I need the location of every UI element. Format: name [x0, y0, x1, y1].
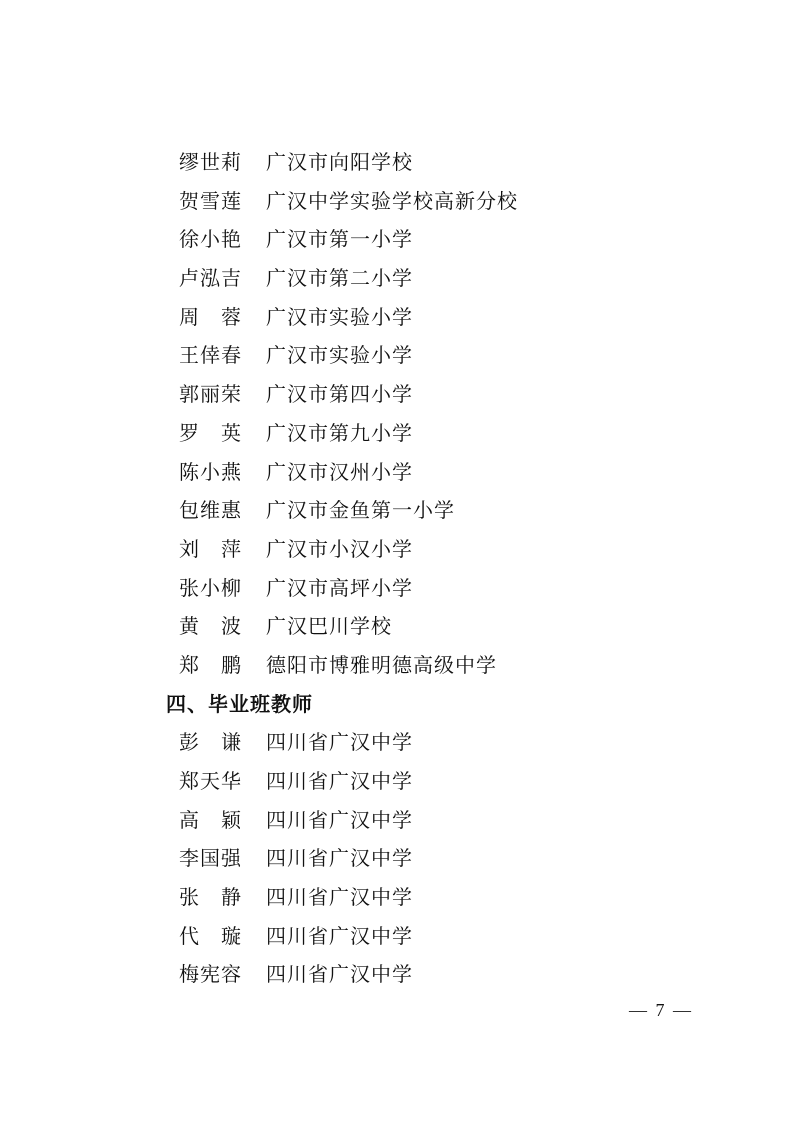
teacher-name: 李国强	[179, 846, 242, 871]
teacher-name: 缪世莉	[179, 150, 242, 174]
teacher-name: 郭丽荣	[179, 382, 242, 407]
teacher-name: 张小柳	[179, 575, 242, 600]
school-name: 广汉市第九小学	[266, 420, 413, 445]
teacher-list	[0, 143, 793, 994]
list-item	[0, 375, 793, 414]
list-item	[0, 569, 793, 608]
school-name: 广汉市实验小学	[266, 343, 413, 368]
list-item	[0, 530, 793, 569]
list-item	[0, 723, 793, 762]
school-name: 广汉市第四小学	[266, 382, 413, 407]
school-name: 德阳市博雅明德高级中学	[266, 652, 497, 677]
teacher-name: 梅宪容	[179, 962, 242, 987]
teacher-name: 罗 英	[179, 420, 242, 445]
list-item	[0, 491, 793, 530]
list-item	[0, 955, 793, 994]
teacher-name: 包维惠	[179, 498, 242, 523]
list-item	[0, 182, 793, 221]
list-item	[0, 607, 793, 646]
teacher-name: 刘 萍	[179, 536, 242, 561]
school-name: 四川省广汉中学	[266, 962, 413, 987]
list-item	[0, 839, 793, 878]
teacher-name: 彭 谦	[179, 730, 242, 755]
teacher-name: 陈小燕	[179, 459, 242, 484]
list-item	[0, 801, 793, 840]
list-item	[0, 259, 793, 298]
list-item	[0, 336, 793, 375]
school-name: 广汉市向阳学校	[266, 150, 413, 174]
teacher-name: 高 颖	[179, 807, 242, 832]
list-item	[0, 453, 793, 492]
teacher-name: 代 璇	[179, 923, 242, 948]
school-name: 广汉市小汉小学	[266, 536, 413, 561]
teacher-name: 郑天华	[179, 769, 242, 793]
school-name: 四川省广汉中学	[266, 846, 413, 871]
list-item	[0, 220, 793, 259]
school-name: 广汉市高坪小学	[266, 575, 413, 600]
list-item	[0, 878, 793, 917]
list-item	[0, 917, 793, 956]
school-name: 广汉中学实验学校高新分校	[266, 188, 518, 213]
teacher-name: 卢泓吉	[179, 266, 242, 291]
list-item	[0, 646, 793, 685]
school-name: 广汉巴川学校	[266, 614, 392, 639]
school-name: 四川省广汉中学	[266, 807, 413, 832]
school-name: 广汉市实验小学	[266, 304, 413, 329]
school-name: 广汉市第二小学	[266, 266, 413, 291]
school-name: 四川省广汉中学	[266, 769, 413, 793]
teacher-name: 周 蓉	[179, 304, 242, 329]
list-item	[0, 298, 793, 337]
school-name: 四川省广汉中学	[266, 730, 413, 755]
list-item	[0, 143, 793, 182]
teacher-name: 王倖春	[179, 343, 242, 368]
school-name: 广汉市金鱼第一小学	[266, 498, 455, 523]
school-name: 广汉市汉州小学	[266, 459, 413, 484]
teacher-name: 张 静	[179, 885, 242, 910]
teacher-name: 郑 鹏	[179, 652, 242, 677]
list-item	[0, 762, 793, 801]
school-name: 四川省广汉中学	[266, 885, 413, 910]
section-heading: 四、毕业班教师	[166, 691, 313, 716]
school-name: 四川省广汉中学	[266, 923, 413, 948]
page-number: — 7 —	[629, 1000, 693, 1020]
school-name: 广汉市第一小学	[266, 227, 413, 252]
teacher-name: 黄 波	[179, 614, 242, 639]
teacher-name: 徐小艳	[179, 227, 242, 252]
teacher-name: 贺雪莲	[179, 188, 242, 213]
list-item	[0, 414, 793, 453]
